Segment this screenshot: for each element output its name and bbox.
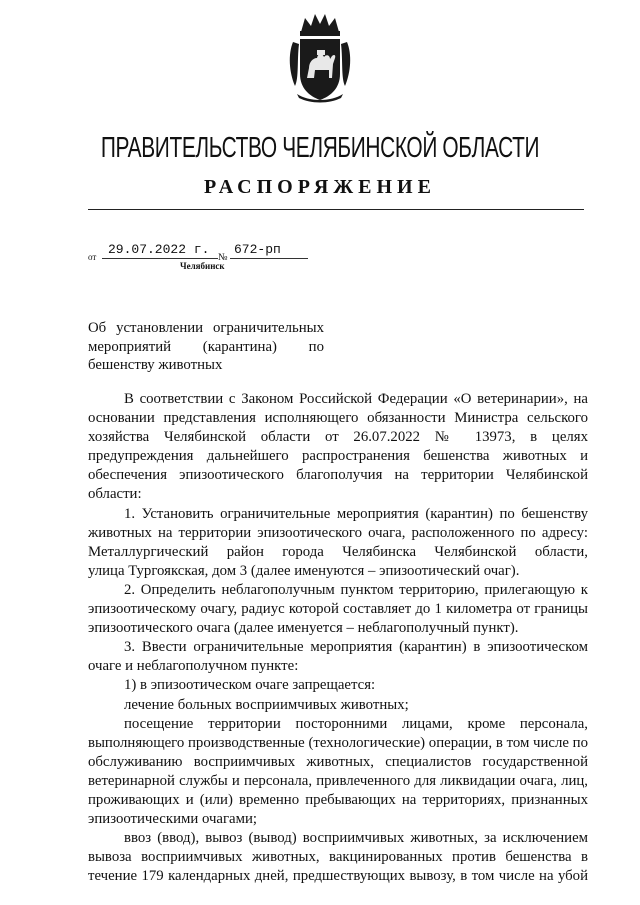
document-number: 672-рп — [234, 242, 281, 257]
body-text-line: 2. Определить неблагополучным пунктом территорию, прилегающую к — [124, 581, 588, 598]
date-prefix: от — [88, 252, 97, 262]
date-underline — [102, 258, 218, 259]
body-text-line: очаге и неблагополучном пункте: — [88, 658, 299, 675]
document-type-heading: РАСПОРЯЖЕНИЕ — [204, 176, 436, 198]
number-underline — [230, 258, 308, 259]
body-text-line: 3. Ввести ограничительные мероприятия (карантин) в эпизоотическом — [124, 639, 588, 656]
body-text-line: основании представления исполняющего обязанности Министра сельского — [88, 410, 588, 427]
body-text-line: предупреждения дальнейшего распространения бешенства животных и — [88, 448, 588, 465]
body-text-line: выполняющего производственные (технологические) операции, в том числе по — [88, 734, 588, 751]
body-text-line: эпизоотического очага (далее именуется – неблагополучный пункт). — [88, 620, 519, 637]
chelyabinsk-coat-of-arms-icon — [287, 12, 353, 104]
subject-line: Об установлении ограничительных — [88, 320, 324, 336]
body-text-line: проживающих и (или) временно пребывающих на территориях, признанных — [88, 791, 588, 808]
document-subject — [88, 319, 324, 375]
header-divider — [88, 209, 584, 210]
document-city: Челябинск — [180, 261, 225, 271]
body-text-line: В соответствии с Законом Российской Федерации «О ветеринарии», на — [124, 391, 588, 407]
body-text-line: животных на территории эпизоотического очага, расположенного по адресу: — [88, 524, 588, 541]
organization-title: ПРАВИТЕЛЬСТВО ЧЕЛЯБИНСКОЙ ОБЛАСТИ — [100, 132, 540, 164]
body-text-line: ветеринарной службы и персонала, привлеченного для ликвидации очага, лиц, — [88, 772, 588, 789]
body-text-line: течение 179 календарных дней, предшествующих вывозу, в том числе на убой — [88, 868, 588, 885]
body-text-line: обеспечения эпизоотического благополучия на территории Челябинской — [88, 467, 588, 484]
body-text-line: посещение территории посторонними лицами, кроме персонала, — [124, 715, 588, 732]
document-meta — [88, 240, 388, 280]
body-text-line: Металлургический район города Челябинска Челябинской области, — [88, 543, 588, 560]
body-text-line: обслуживанию восприимчивых животных, специалистов государственной — [88, 753, 588, 770]
subject-line: мероприятий (карантина) по — [88, 338, 324, 355]
document-date: 29.07.2022 г. — [108, 242, 210, 257]
body-text-line: хозяйства Челябинской области от 26.07.2022 № 13973, в целях — [88, 429, 588, 446]
body-text-line: области: — [88, 486, 142, 503]
body-text-line: лечение больных восприимчивых животных; — [124, 696, 409, 713]
body-text-line: улица Тургоякская, дом 3 (далее именуются – эпизоотический очаг). — [88, 562, 520, 579]
body-text-line: 1. Установить ограничительные мероприятия (карантин) по бешенству — [124, 505, 588, 522]
document-body — [88, 390, 588, 886]
body-text-line: эпизоотическими очагами; — [88, 811, 258, 828]
body-text-line: 1) в эпизоотическом очаге запрещается: — [124, 677, 376, 694]
subject-line: бешенству животных — [88, 357, 223, 373]
number-prefix: № — [218, 252, 228, 263]
body-text-line: ввоз (ввод), вывоз (вывод) восприимчивых животных, за исключением — [124, 830, 588, 847]
body-text-line: эпизоотическому очагу, радиус которой составляет до 1 километра от границы — [88, 601, 588, 618]
body-text-line: вывоза восприимчивых животных, вакцинированных против бешенства в — [88, 849, 588, 866]
